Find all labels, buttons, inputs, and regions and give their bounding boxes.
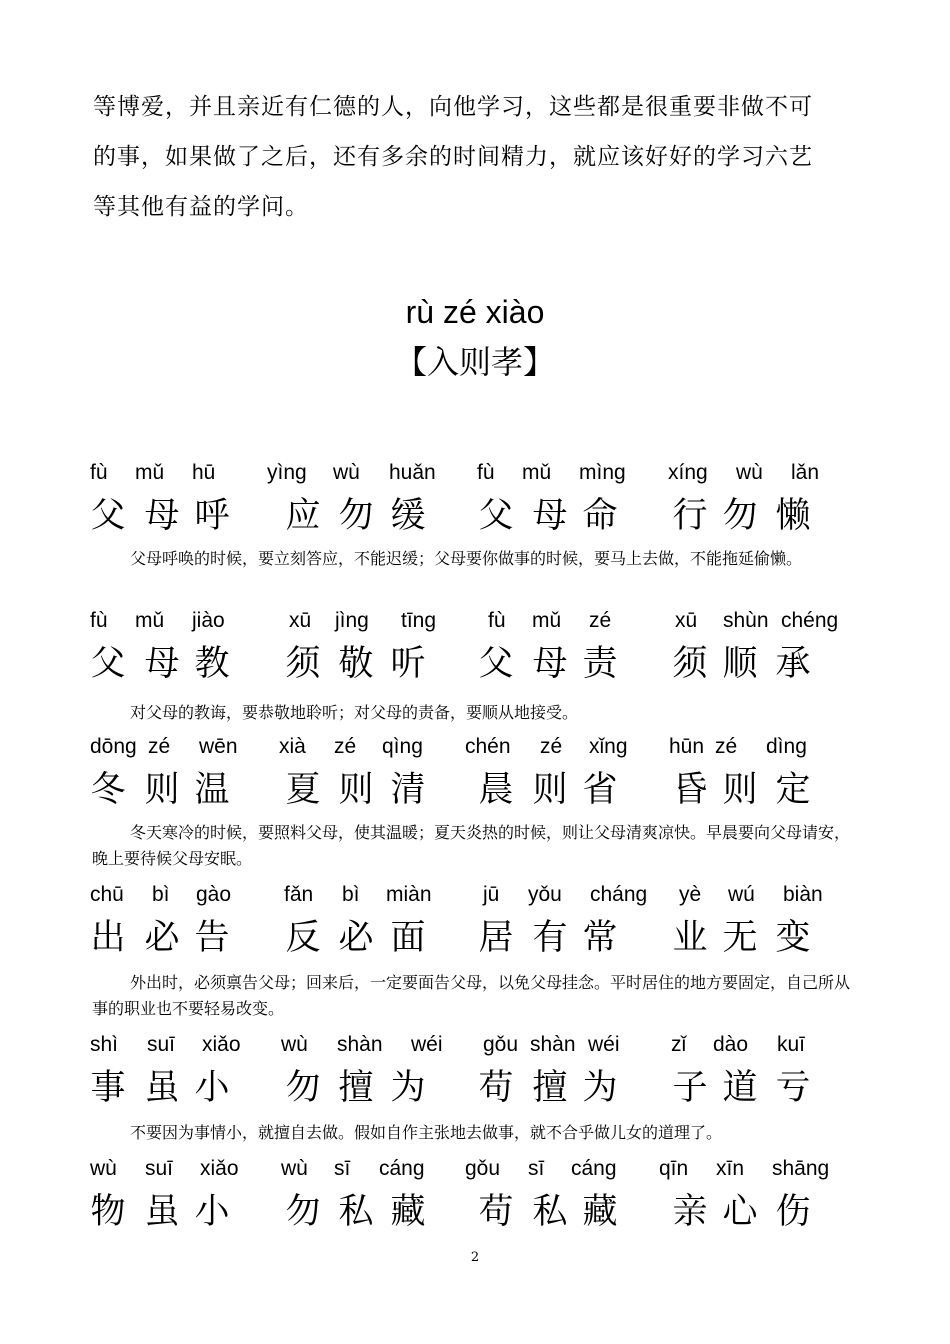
pinyin-syllable: shāng [772,1157,830,1180]
hanzi-character: 责 [582,644,618,684]
hanzi-character: 勿 [285,1068,321,1108]
pinyin-syllable: wù [281,1157,308,1180]
hanzi-character: 为 [582,1068,618,1108]
hanzi-character: 藏 [390,1192,426,1232]
verse-explanation [92,820,862,872]
hanzi-character: 心 [722,1192,758,1232]
hanzi-character: 定 [775,770,811,810]
hanzi-character: 无 [722,918,758,958]
hanzi-character: 懒 [775,496,811,536]
pinyin-syllable: miàn [386,883,432,906]
pinyin-syllable: dōng [90,735,137,758]
pinyin-syllable: wú [728,883,755,906]
pinyin-syllable: suī [145,1157,174,1180]
hanzi-character: 反 [285,918,321,958]
verse-explanation-text: 外出时，必须禀告父母；回来后，一定要面告父母，以免父母挂念。平时居住的地方要固定，自己所从事的职业也不要轻易改变。 [92,973,851,1018]
pinyin-syllable: fù [477,461,495,484]
hanzi-row [0,1064,950,1112]
pinyin-syllable: zé [148,735,171,758]
pinyin-syllable: wù [333,461,360,484]
pinyin-syllable: kuī [777,1033,806,1056]
hanzi-character: 省 [582,770,618,810]
pinyin-syllable: xià [279,735,306,758]
hanzi-character: 母 [144,496,180,536]
pinyin-syllable: tīng [401,609,437,632]
pinyin-syllable: zé [334,735,357,758]
pinyin-syllable: shì [90,1033,119,1056]
hanzi-character: 则 [722,770,758,810]
hanzi-character: 昏 [672,770,708,810]
hanzi-character: 顺 [722,644,758,684]
hanzi-character: 面 [390,918,426,958]
page-number: 2 [470,1250,480,1265]
verse-explanation-text: 不要因为事情小，就擅自去做。假如自作主张地去做事，就不合乎做儿女的道理了。 [130,1123,723,1142]
hanzi-character: 缓 [390,496,426,536]
hanzi-character: 小 [194,1192,230,1232]
hanzi-character: 亲 [672,1192,708,1232]
hanzi-character: 物 [90,1192,126,1232]
pinyin-syllable: cáng [379,1157,425,1180]
pinyin-syllable: fù [488,609,506,632]
hanzi-character: 苟 [478,1192,514,1232]
pinyin-syllable: xiǎo [200,1157,239,1180]
pinyin-syllable: hūn [669,735,705,758]
pinyin-row [0,732,950,762]
pinyin-syllable: wù [90,1157,117,1180]
hanzi-character: 须 [285,644,321,684]
hanzi-character: 教 [194,644,230,684]
hanzi-row [0,766,950,814]
hanzi-character: 事 [90,1068,126,1108]
hanzi-character: 须 [672,644,708,684]
pinyin-syllable: mǔ [522,461,552,484]
pinyin-syllable: fǎn [284,883,314,906]
pinyin-syllable: wéi [411,1033,443,1056]
hanzi-character: 听 [390,644,426,684]
pinyin-syllable: chén [465,735,511,758]
hanzi-character: 母 [144,644,180,684]
hanzi-character: 勿 [722,496,758,536]
hanzi-character: 小 [194,1068,230,1108]
section-title: 【入则孝】 [394,343,555,381]
pinyin-syllable: jiào [192,609,225,632]
pinyin-syllable: xíng [668,461,708,484]
verse-explanation-text: 冬天寒冷的时候，要照料父母，使其温暖；夏天炎热的时候，则让父母清爽凉快。早晨要向父母请安，晚上要待候父母安眠。 [92,823,851,868]
hanzi-character: 私 [532,1192,568,1232]
hanzi-character: 呼 [194,496,230,536]
pinyin-syllable: yǒu [528,883,562,906]
hanzi-character: 藏 [582,1192,618,1232]
hanzi-character: 夏 [285,770,321,810]
verse-explanation-text: 父母呼唤的时候，要立刻答应，不能迟缓；父母要你做事的时候，要马上去做，不能拖延偷懒。 [130,549,803,568]
pinyin-syllable: bì [152,883,170,906]
hanzi-character: 勿 [285,1192,321,1232]
hanzi-character: 则 [338,770,374,810]
pinyin-syllable: suī [147,1033,176,1056]
pinyin-syllable: huǎn [389,461,436,484]
hanzi-character: 亏 [775,1068,811,1108]
hanzi-character: 勿 [338,496,374,536]
hanzi-character: 虽 [144,1192,180,1232]
pinyin-syllable: jìng [335,609,369,632]
hanzi-character: 业 [672,918,708,958]
verse-explanation-text: 对父母的教诲，要恭敬地聆听；对父母的责备，要顺从地接受。 [130,703,579,722]
hanzi-character: 变 [775,918,811,958]
pinyin-syllable: biàn [783,883,823,906]
pinyin-syllable: yìng [267,461,307,484]
hanzi-character: 常 [582,918,618,958]
pinyin-row [0,880,950,910]
pinyin-syllable: cáng [571,1157,617,1180]
pinyin-syllable: shàn [337,1033,383,1056]
hanzi-character: 道 [722,1068,758,1108]
pinyin-syllable: wéi [588,1033,620,1056]
pinyin-syllable: shàn [530,1033,576,1056]
pinyin-syllable: bì [342,883,360,906]
hanzi-character: 行 [672,496,708,536]
pinyin-syllable: xū [289,609,312,632]
hanzi-character: 苟 [478,1068,514,1108]
hanzi-character: 伤 [775,1192,811,1232]
hanzi-character: 必 [338,918,374,958]
hanzi-character: 母 [532,644,568,684]
pinyin-syllable: chéng [781,609,839,632]
pinyin-row [0,1030,950,1060]
hanzi-character: 私 [338,1192,374,1232]
pinyin-syllable: dìng [766,735,807,758]
intro-line: 的事，如果做了之后，还有多余的时间精力，就应该好好的学习六艺 [93,144,813,170]
hanzi-character: 则 [144,770,180,810]
pinyin-syllable: jū [483,883,500,906]
pinyin-syllable: sī [528,1157,545,1180]
hanzi-character: 父 [90,644,126,684]
pinyin-syllable: mǔ [532,609,562,632]
pinyin-syllable: lǎn [791,461,820,484]
hanzi-character: 必 [144,918,180,958]
hanzi-character: 虽 [144,1068,180,1108]
pinyin-syllable: chū [90,883,124,906]
pinyin-row [0,606,950,636]
pinyin-syllable: xǐng [589,735,628,758]
hanzi-character: 子 [672,1068,708,1108]
hanzi-row [0,1188,950,1236]
hanzi-character: 母 [532,496,568,536]
hanzi-character: 有 [532,918,568,958]
pinyin-syllable: gǒu [483,1033,519,1056]
hanzi-row [0,914,950,962]
pinyin-syllable: zé [715,735,738,758]
hanzi-character: 父 [478,644,514,684]
verse-explanation [92,1120,862,1146]
pinyin-syllable: mìng [579,461,626,484]
pinyin-syllable: qīn [659,1157,689,1180]
hanzi-character: 父 [478,496,514,536]
hanzi-character: 擅 [532,1068,568,1108]
hanzi-character: 温 [194,770,230,810]
pinyin-syllable: zé [540,735,563,758]
pinyin-syllable: mǔ [135,609,165,632]
pinyin-syllable: dào [713,1033,749,1056]
pinyin-syllable: shùn [723,609,769,632]
hanzi-character: 清 [390,770,426,810]
hanzi-character: 父 [90,496,126,536]
hanzi-character: 则 [532,770,568,810]
pinyin-syllable: fù [90,461,108,484]
intro-line: 等博爱，并且亲近有仁德的人，向他学习，这些都是很重要非做不可 [93,94,813,120]
hanzi-character: 冬 [90,770,126,810]
pinyin-syllable: zé [589,609,612,632]
pinyin-syllable: wù [736,461,763,484]
section-title-pinyin: rù zé xiào [405,294,545,330]
hanzi-character: 晨 [478,770,514,810]
pinyin-syllable: wēn [199,735,238,758]
pinyin-syllable: qìng [382,735,423,758]
verse-explanation [92,546,862,572]
hanzi-character: 承 [775,644,811,684]
pinyin-row [0,1154,950,1184]
pinyin-syllable: wù [281,1033,308,1056]
intro-line: 等其他有益的学问。 [93,194,309,220]
verse-explanation [92,700,862,726]
pinyin-syllable: fù [90,609,108,632]
pinyin-syllable: mǔ [135,461,165,484]
hanzi-character: 敬 [338,644,374,684]
hanzi-character: 擅 [338,1068,374,1108]
pinyin-syllable: cháng [590,883,648,906]
pinyin-syllable: xīn [716,1157,745,1180]
hanzi-row [0,640,950,688]
verse-explanation [92,970,862,1022]
hanzi-row [0,492,950,540]
pinyin-syllable: zǐ [671,1033,687,1056]
hanzi-character: 为 [390,1068,426,1108]
pinyin-syllable: hū [192,461,216,484]
pinyin-syllable: sī [334,1157,351,1180]
hanzi-character: 出 [90,918,126,958]
pinyin-syllable: xū [675,609,698,632]
hanzi-character: 命 [582,496,618,536]
pinyin-row [0,458,950,488]
pinyin-syllable: xiǎo [202,1033,241,1056]
pinyin-syllable: yè [679,883,702,906]
hanzi-character: 居 [478,918,514,958]
pinyin-syllable: gǒu [465,1157,501,1180]
hanzi-character: 告 [194,918,230,958]
pinyin-syllable: gào [196,883,232,906]
intro-paragraph [93,82,873,232]
hanzi-character: 应 [285,496,321,536]
